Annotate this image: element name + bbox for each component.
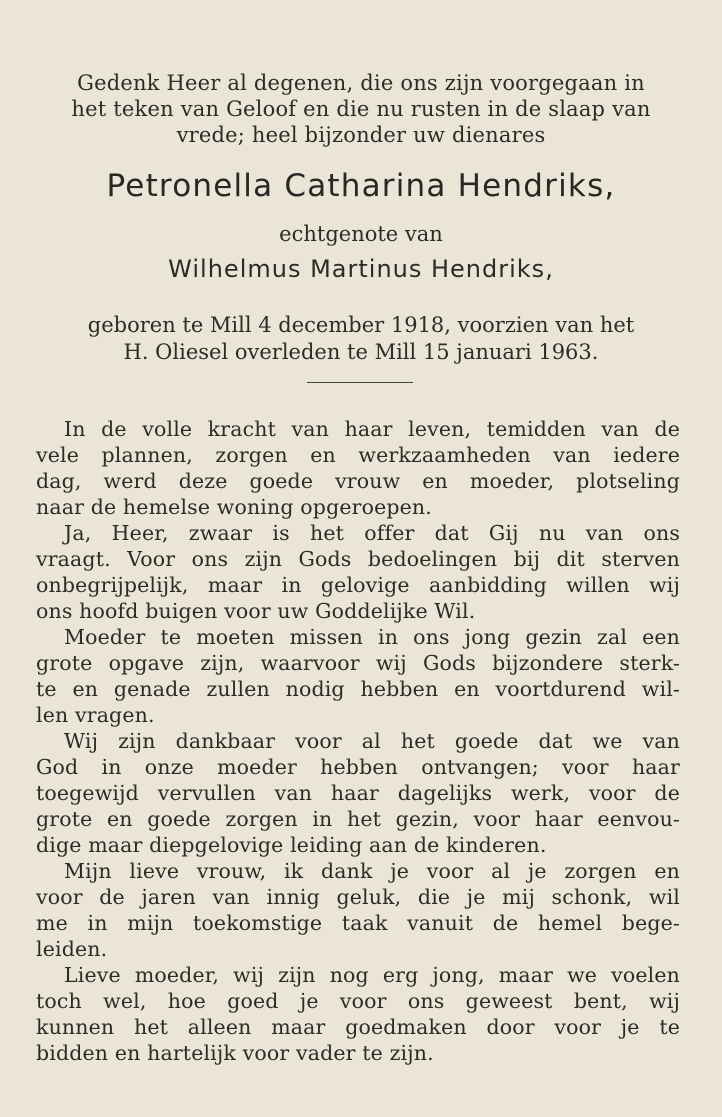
text-line: toegewijd vervullen van haar dagelijks werk, voor de (36, 781, 680, 805)
text-line: Moeder te moeten missen in ons jong gezin zal een (64, 625, 680, 649)
text-line: vele plannen, zorgen en werkzaamheden van iedere (36, 443, 680, 467)
text-line: len vragen. (36, 703, 155, 727)
paragraph (36, 858, 680, 962)
intro-line: het teken van Geloof en die nu rusten in de slaap van (71, 97, 651, 121)
paragraph (36, 962, 680, 1066)
text-line: onbegrijpelijk, maar in gelovige aanbidding willen wij (36, 573, 680, 597)
intro-line: vrede; heel bijzonder uw dienares (176, 123, 546, 147)
text-line: Mijn lieve vrouw, ik dank je voor al je zorgen en (64, 859, 680, 883)
text-line: toch wel, hoe goed je voor ons geweest bent, wij (36, 989, 680, 1013)
intro-line: Gedenk Heer al degenen, die ons zijn voorgegaan in (77, 71, 645, 95)
memorial-text (36, 416, 680, 1066)
text-line: grote en goede zorgen in het gezin, voor haar eenvou- (36, 807, 680, 831)
spouse-label: echtgenote van (279, 222, 443, 246)
dates-line: H. Oliesel overleden te Mill 15 januari 1963. (123, 340, 599, 364)
paragraph (36, 624, 680, 728)
paragraph (36, 520, 680, 624)
text-line: Lieve moeder, wij zijn nog erg jong, maar we voelen (64, 963, 680, 987)
text-line: grote opgave zijn, waarvoor wij Gods bijzondere sterk- (36, 651, 680, 675)
text-line: voor de jaren van innig geluk, die je mij schonk, wil (36, 885, 680, 909)
text-line: me in mijn toekomstige taak vanuit de hemel bege- (36, 911, 680, 935)
text-line: vraagt. Voor ons zijn Gods bedoelingen bij dit sterven (36, 547, 680, 571)
text-line: In de volle kracht van haar leven, temidden van de (64, 417, 680, 441)
text-line: bidden en hartelijk voor vader te zijn. (36, 1041, 434, 1065)
text-line: kunnen het alleen maar goedmaken door voor je te (36, 1015, 680, 1039)
text-line: dag, werd deze goede vrouw en moeder, plotseling (36, 469, 680, 493)
divider-line (307, 382, 413, 383)
text-line: God in onze moeder hebben ontvangen; voor haar (36, 755, 680, 779)
text-line: dige maar diepgelovige leiding aan de kinderen. (36, 833, 547, 857)
intro-prayer (30, 70, 692, 148)
spouse-name: Wilhelmus Martinus Hendriks, (168, 255, 554, 283)
text-line: naar de hemelse woning opgeroepen. (36, 495, 432, 519)
paragraph (36, 416, 680, 520)
text-line: ons hoofd buigen voor uw Goddelijke Wil. (36, 599, 476, 623)
dates-line: geboren te Mill 4 december 1918, voorzien van het (87, 313, 635, 337)
paragraph (36, 728, 680, 858)
birth-death-dates (40, 312, 682, 366)
text-line: leiden. (36, 937, 108, 961)
text-line: Ja, Heer, zwaar is het offer dat Gij nu van ons (64, 521, 680, 545)
text-line: te en genade zullen nodig hebben en voortdurend wil- (36, 677, 680, 701)
deceased-name: Petronella Catharina Hendriks, (106, 168, 616, 204)
text-line: Wij zijn dankbaar voor al het goede dat we van (64, 729, 680, 753)
